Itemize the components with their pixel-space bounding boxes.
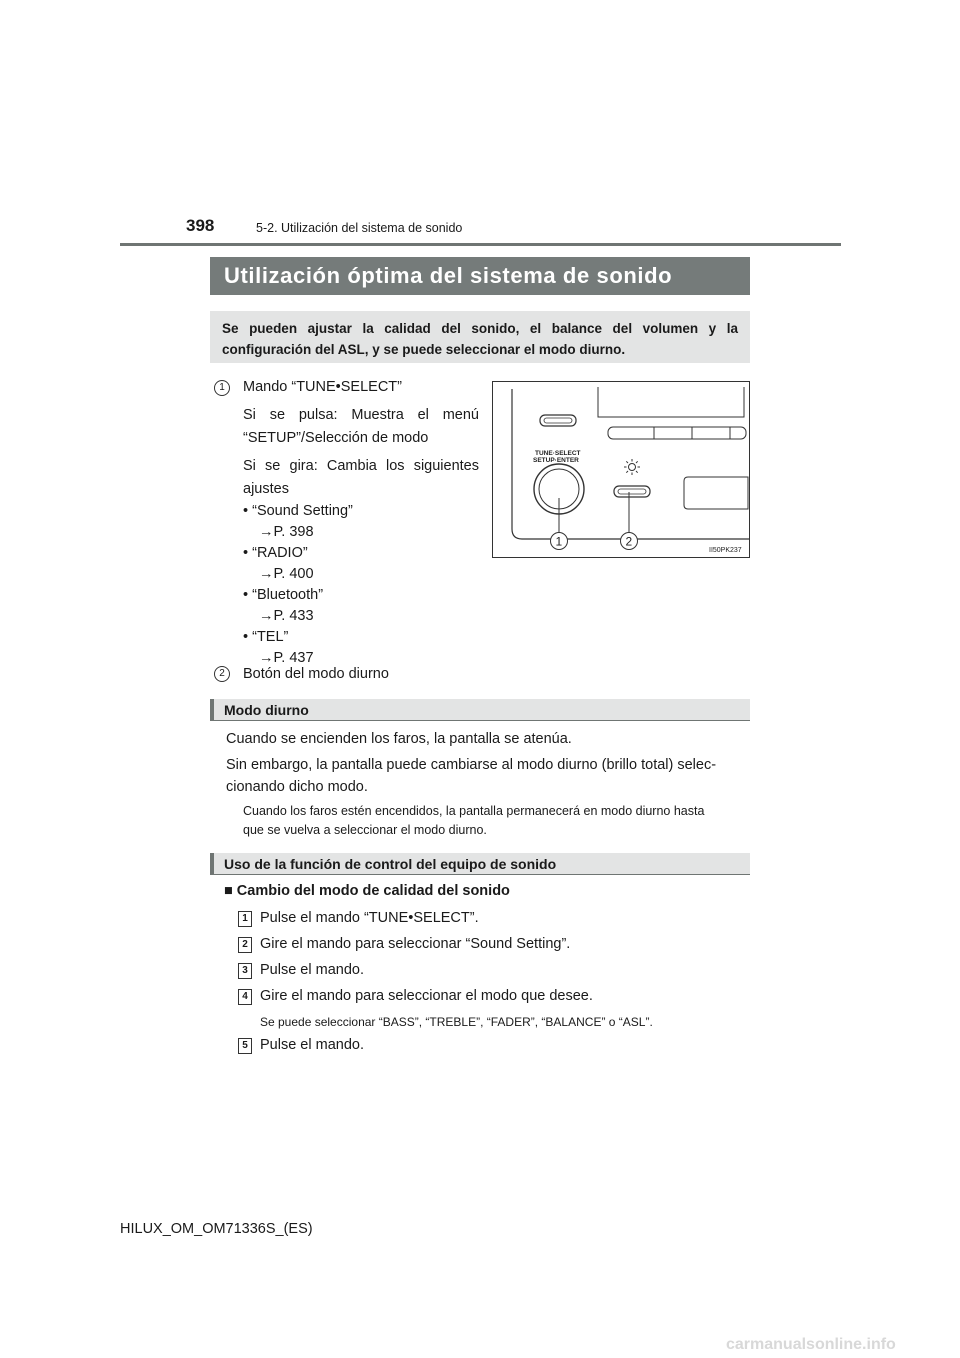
step-number-2: 2	[238, 937, 252, 953]
list-item: • “RADIO”	[243, 545, 308, 561]
item-number-1: 1	[214, 380, 230, 396]
item-2-label: Botón del modo diurno	[243, 666, 389, 682]
step-4-note: Se puede seleccionar “BASS”, “TREBLE”, “FADER”, “BALANCE” o “ASL”.	[260, 1015, 653, 1029]
page-title: Utilización óptima del sistema de sonido	[210, 257, 750, 295]
step-2-text: Gire el mando para seleccionar “Sound Setting”.	[260, 936, 571, 952]
step-3-text: Pulse el mando.	[260, 962, 364, 978]
item-1-label: Mando “TUNE•SELECT”	[243, 379, 402, 395]
day-mode-paragraph-2-line-2: cionando dicho modo.	[226, 779, 368, 795]
figure-code: II50PK237	[709, 547, 742, 554]
header-divider	[120, 243, 841, 246]
knob-label-line1: TUNE·SELECT	[535, 450, 581, 457]
page-ref-link[interactable]: →P. 398	[259, 524, 314, 540]
document-code: HILUX_OM_OM71336S_(ES)	[120, 1221, 313, 1237]
list-item: • “Bluetooth”	[243, 587, 324, 603]
item-number-2: 2	[214, 666, 230, 682]
audio-panel-figure	[492, 381, 750, 558]
step-number-1: 1	[238, 911, 252, 927]
intro-box: Se pueden ajustar la calidad del sonido, el balance del volumen y la configuración del ASL, y se puede seleccionar el modo diurno.	[210, 311, 750, 363]
callout-2: 2	[625, 534, 633, 549]
knob-label-line2: SETUP·ENTER	[533, 457, 579, 464]
watermark: carmanualsonline.info	[726, 1336, 896, 1353]
step-number-3: 3	[238, 963, 252, 979]
step-1-text: Pulse el mando “TUNE•SELECT”.	[260, 910, 479, 926]
sound-quality-subheading	[224, 880, 510, 903]
item-1-push-text: Si se pulsa: Muestra el menú “SETUP”/Selección de modo	[243, 407, 479, 446]
day-mode-paragraph-2-line-1: Sin embargo, la pantalla puede cambiarse al modo diurno (brillo total) selec-	[226, 757, 717, 773]
page-ref-link[interactable]: →P. 433	[259, 608, 314, 624]
page-ref-link[interactable]: →P. 437	[259, 650, 314, 666]
audio-panel-illustration	[492, 381, 750, 558]
day-mode-note-line-2: que se vuelva a seleccionar el modo diurno.	[243, 823, 487, 837]
square-bullet-icon: ■	[224, 883, 233, 899]
list-item: • “TEL”	[243, 629, 289, 645]
item-1-turn-text: Si se gira: Cambia los siguientes ajustes	[243, 458, 479, 497]
list-item-name: “RADIO”	[252, 545, 308, 561]
list-item-name: “TEL”	[252, 629, 289, 645]
step-5-text: Pulse el mando.	[260, 1037, 364, 1053]
list-item-name: “Sound Setting”	[252, 503, 353, 519]
audio-control-heading: Uso de la función de control del equipo de sonido	[210, 853, 750, 875]
settings-list	[243, 501, 479, 669]
step-number-4: 4	[238, 989, 252, 1005]
page-number: 398	[186, 216, 215, 235]
list-item-name: “Bluetooth”	[252, 587, 324, 603]
subheading-text: Cambio del modo de calidad del sonido	[236, 883, 510, 899]
item-1-description	[243, 376, 479, 669]
day-mode-note-line-1: Cuando los faros estén encendidos, la pantalla permanecerá en modo diurno hasta	[243, 804, 705, 818]
list-item: • “Sound Setting”	[243, 503, 353, 519]
callout-1: 1	[555, 534, 563, 549]
section-breadcrumb: 5-2. Utilización del sistema de sonido	[256, 221, 463, 235]
day-mode-paragraph-1: Cuando se encienden los faros, la pantalla se atenúa.	[226, 731, 572, 747]
step-number-5: 5	[238, 1038, 252, 1054]
day-mode-heading: Modo diurno	[210, 699, 750, 721]
step-4-text: Gire el mando para seleccionar el modo que desee.	[260, 988, 593, 1004]
page-ref-link[interactable]: →P. 400	[259, 566, 314, 582]
